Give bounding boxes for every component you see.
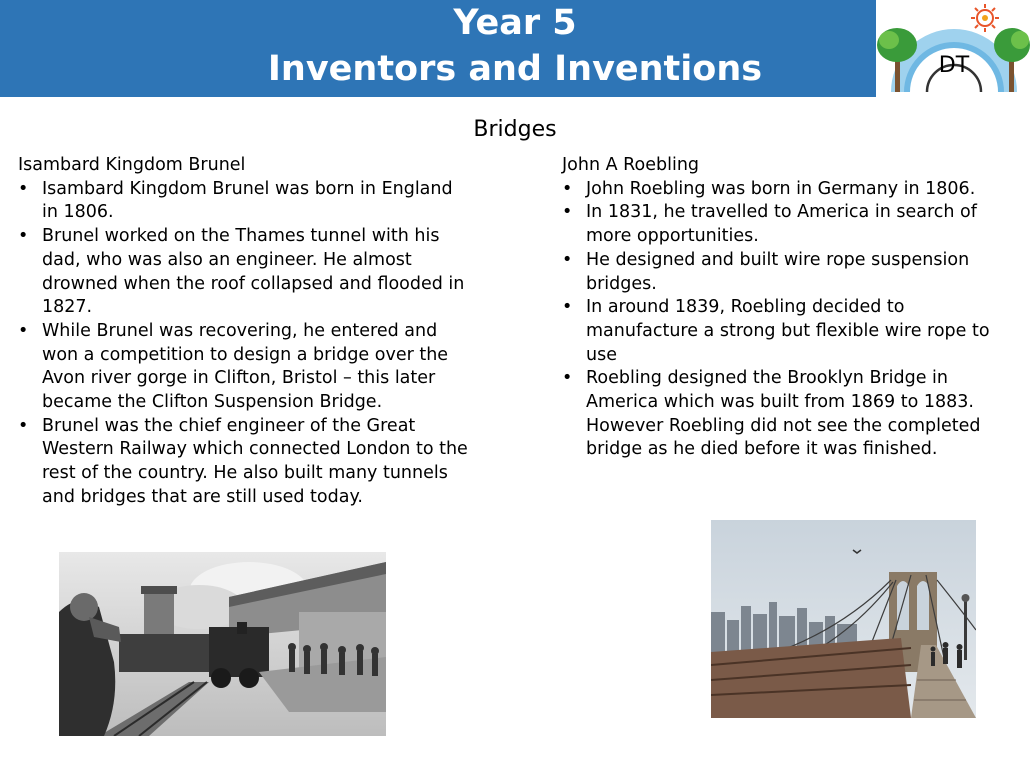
list-item: • John Roebling was born in Germany in 1806.: [562, 178, 1012, 202]
list-item: • Roebling designed the Brooklyn Bridge in America which was built from 1869 to 1883. However Roebling did not see the completed bridge as he died before it was finished.: [562, 367, 1012, 462]
list-item: • He designed and built wire rope suspension bridges.: [562, 249, 1012, 296]
svg-text:DT: DT: [938, 53, 970, 78]
list-item: • While Brunel was recovering, he entered and won a competition to design a bridge over the Avon river gorge in Clifton, Bristol – this later became the Clifton Suspension Bridge.: [18, 320, 473, 415]
dt-logo: [877, 0, 1030, 97]
list-item: • In around 1839, Roebling decided to manufacture a strong but flexible wire rope to use: [562, 296, 1012, 367]
list-item: • Brunel was the chief engineer of the Great Western Railway which connected London to the rest of the country. He also built many tunnels and bridges that are still used today.: [18, 415, 473, 510]
roebling-heading: John A Roebling: [562, 155, 700, 175]
brooklyn-bridge-photo: [711, 520, 976, 718]
roebling-column: [562, 154, 1012, 462]
section-title: Bridges: [473, 117, 557, 142]
brunel-facts-list: [18, 178, 473, 510]
list-item: • Brunel worked on the Thames tunnel with his dad, who was also an engineer. He almost drowned when the roof collapsed and flooded in 1827.: [18, 225, 473, 320]
roebling-facts-list: [562, 178, 1012, 462]
steam-train-photo: [59, 552, 386, 736]
list-item: • Isambard Kingdom Brunel was born in England in 1806.: [18, 178, 473, 225]
list-item: • In 1831, he travelled to America in search of more opportunities.: [562, 201, 1012, 248]
brunel-column: [18, 154, 473, 510]
page-subtitle-title: Inventors and Inventions: [267, 49, 763, 89]
brunel-heading: Isambard Kingdom Brunel: [18, 155, 246, 175]
page-title: Year 5: [453, 3, 577, 43]
